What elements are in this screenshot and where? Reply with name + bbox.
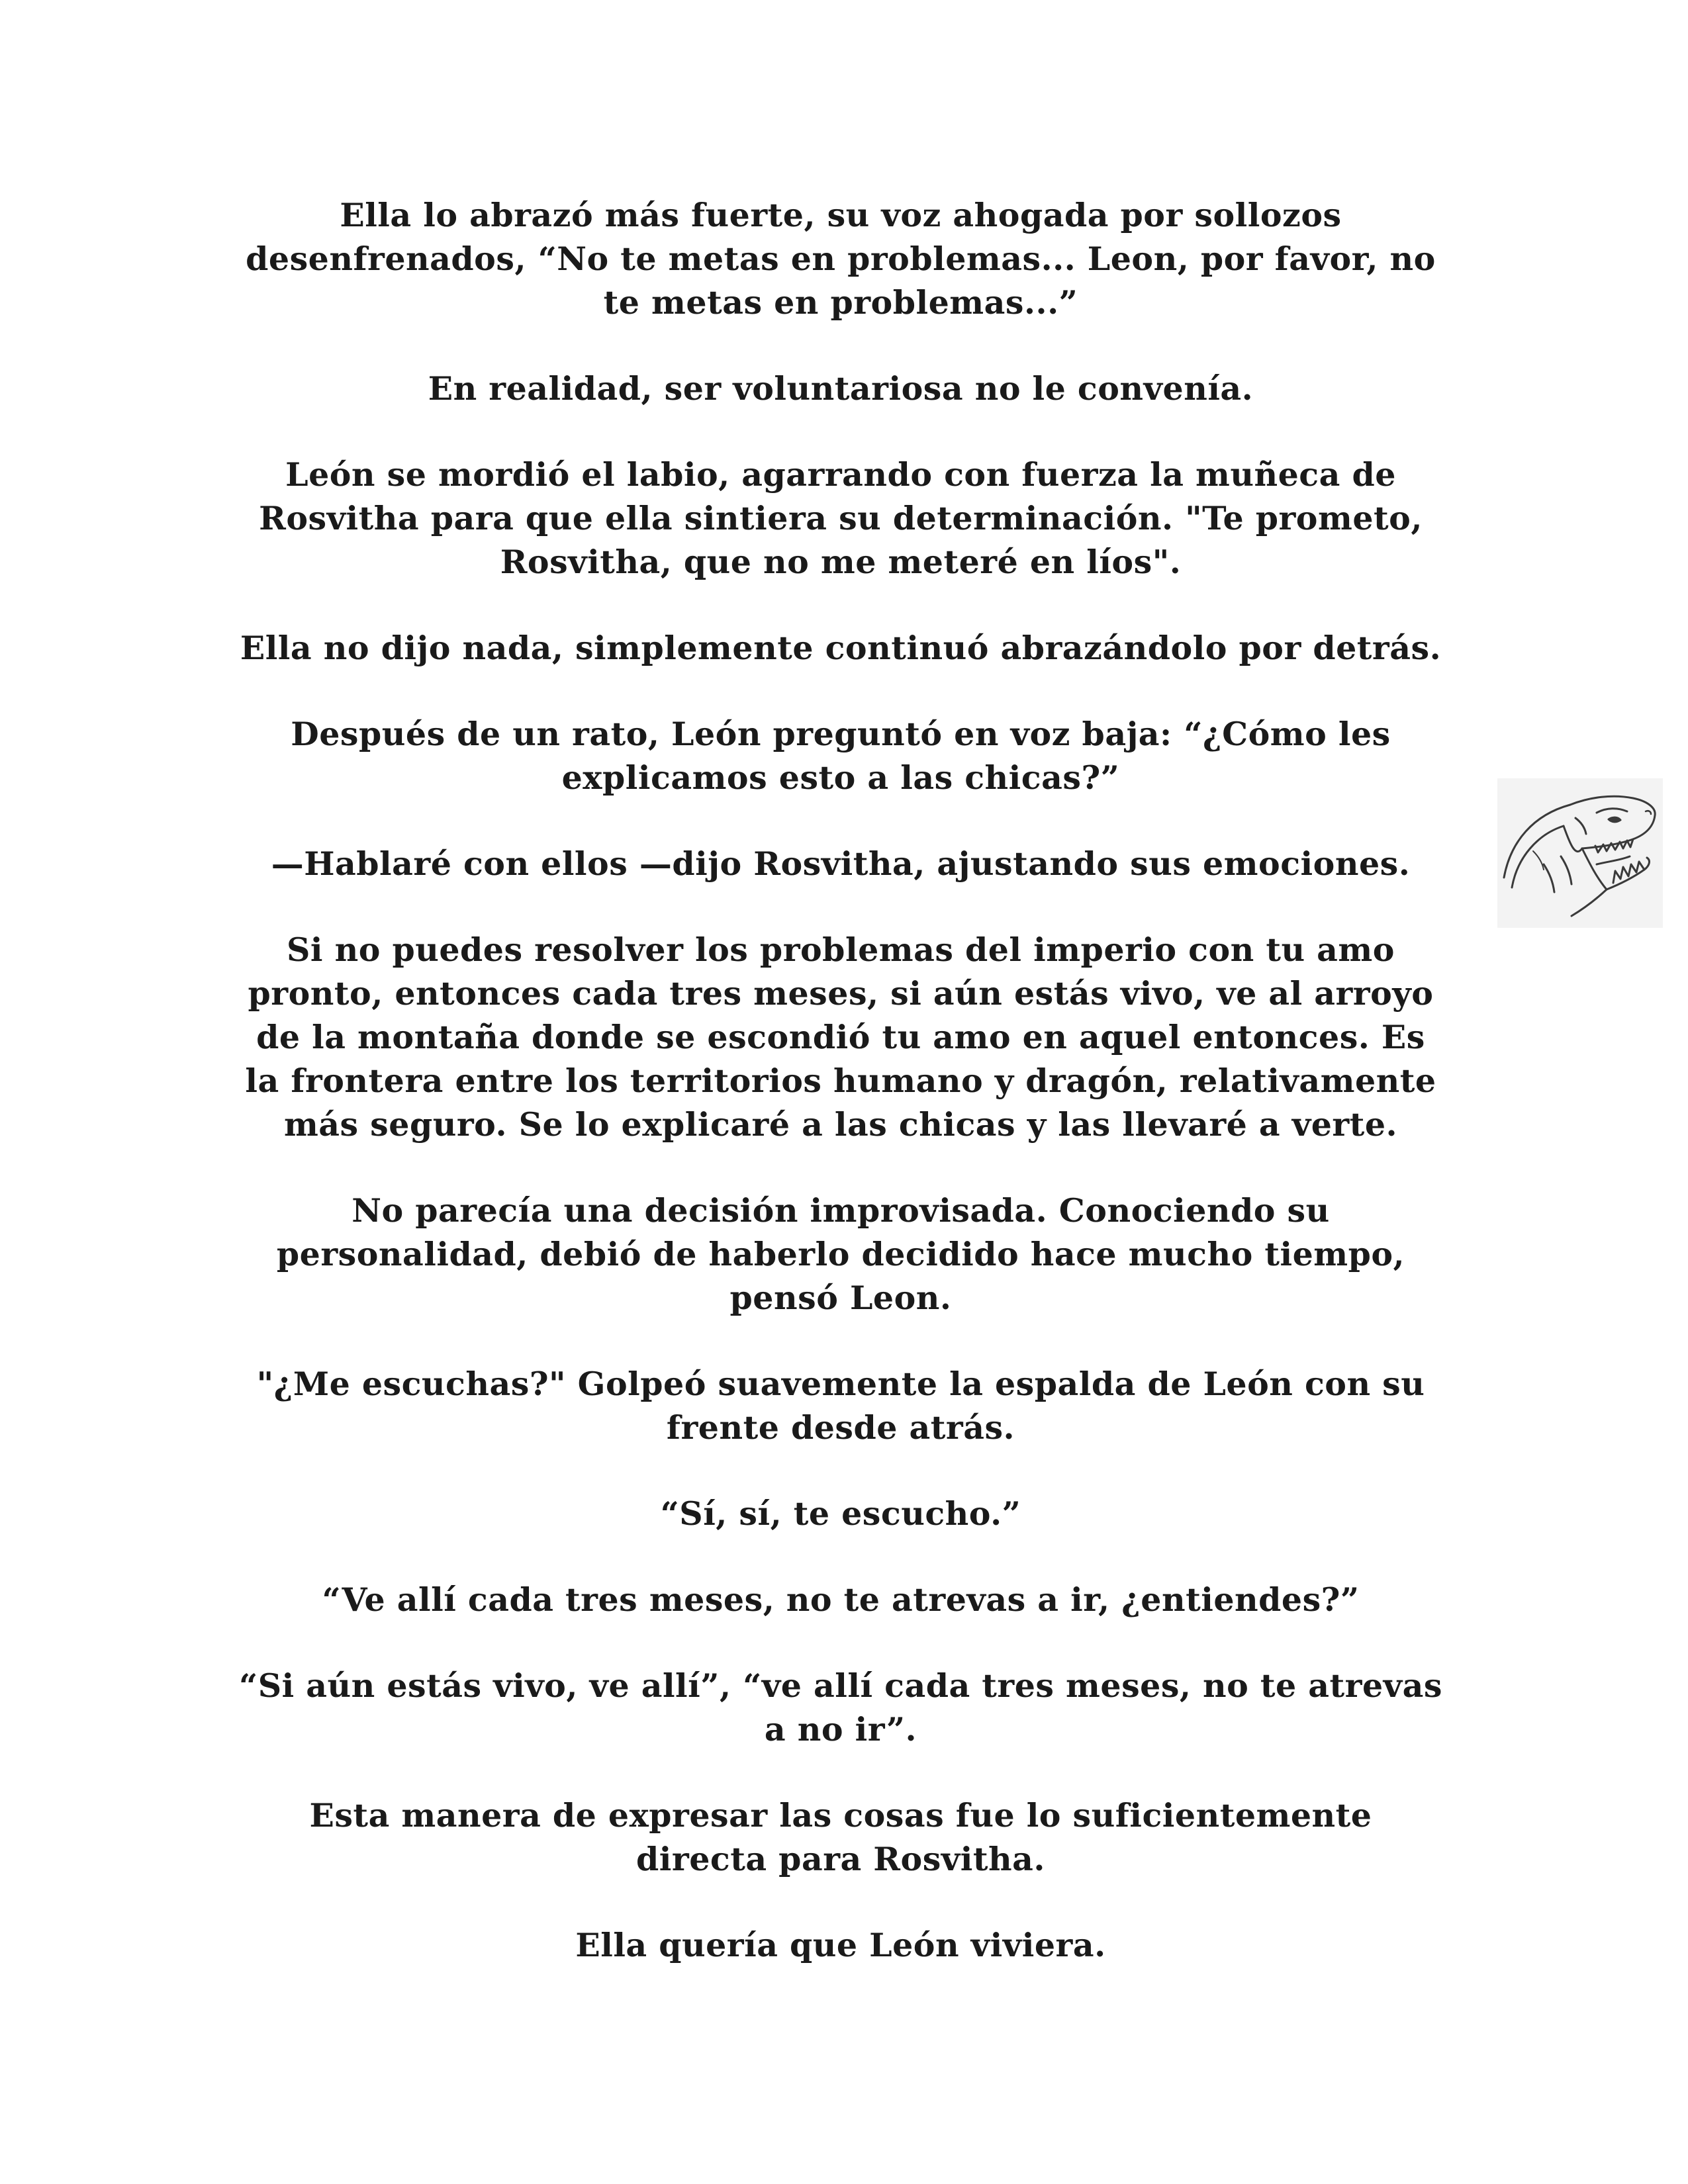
paragraph-9: "¿Me escuchas?" Golpeó suavemente la espalda de León con su frente desde atrás. xyxy=(256,1365,1425,1447)
paragraph-1: Ella lo abrazó más fuerte, su voz ahogada por sollozos desenfrenados, “No te metas en problemas... Leon, por favor, no te metas en problemas...” xyxy=(246,196,1436,322)
paragraph-8: No parecía una decisión improvisada. Conociendo su personalidad, debió de haberlo decidido hace mucho tiempo, pensó Leon. xyxy=(276,1191,1405,1317)
paragraph-2: En realidad, ser voluntariosa no le convenía. xyxy=(428,369,1254,408)
dinosaur-head-sketch-icon xyxy=(1497,778,1663,928)
paragraph-11: “Ve allí cada tres meses, no te atrevas a ir, ¿entiendes?” xyxy=(322,1580,1360,1619)
paragraph-3: León se mordió el labio, agarrando con fuerza la muñeca de Rosvitha para que ella sintiera su determinación. "Te prometo, Rosvitha, que no me meteré en líos". xyxy=(259,455,1423,581)
paragraph-12: “Si aún estás vivo, ve allí”, “ve allí cada tres meses, no te atrevas a no ir”. xyxy=(239,1666,1442,1749)
paragraph-5: Después de un rato, León preguntó en voz baja: “¿Cómo les explicamos esto a las chicas?” xyxy=(291,715,1391,797)
paragraph-14: Ella quería que León viviera. xyxy=(575,1926,1106,1964)
paragraph-6: —Hablaré con ellos —dijo Rosvitha, ajustando sus emociones. xyxy=(271,844,1411,883)
paragraph-13: Esta manera de expresar las cosas fue lo suficientemente directa para Rosvitha. xyxy=(309,1796,1372,1878)
paragraph-4: Ella no dijo nada, simplemente continuó abrazándolo por detrás. xyxy=(240,629,1442,667)
paragraph-7: Si no puedes resolver los problemas del imperio con tu amo pronto, entonces cada tres meses, si aún estás vivo, ve al arroyo de la montaña donde se escondió tu amo en aquel entonces. Es la frontera entre los territorios humano y dragón, relativamente más seguro. Se lo explicaré a las chicas y las llevaré a verte. xyxy=(245,931,1436,1144)
paragraph-10: “Sí, sí, te escucho.” xyxy=(660,1494,1021,1533)
story-text xyxy=(238,193,1443,1967)
